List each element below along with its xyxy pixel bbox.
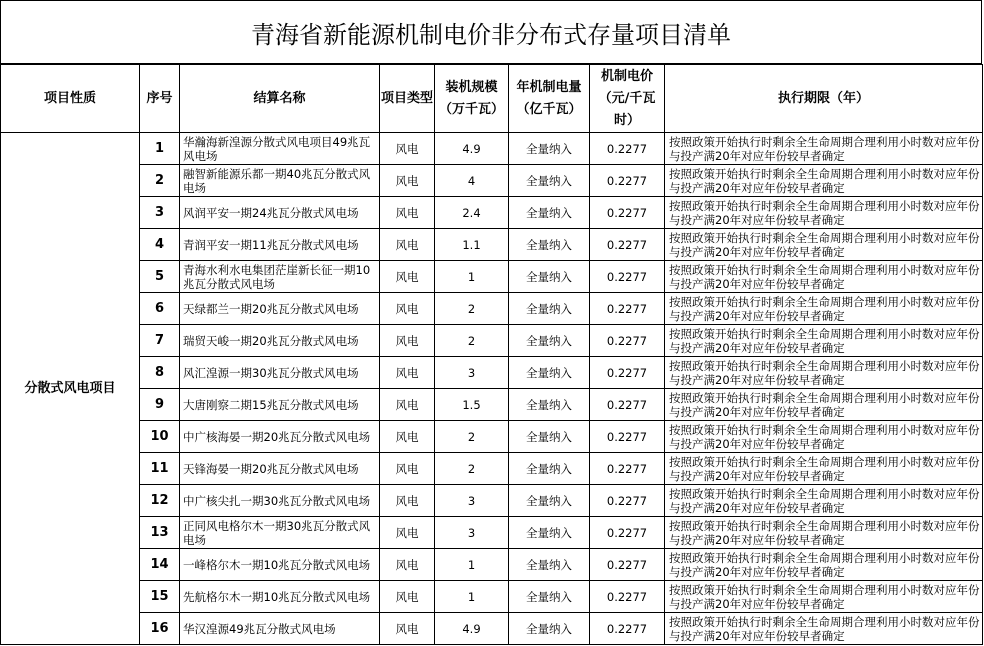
mechanism-price: 0.2277 (590, 197, 665, 229)
execution-period: 按照政策开始执行时剩余全生命周期合理利用小时数对应年份与投产满20年对应年份较早者确定 (665, 357, 983, 389)
row-number: 11 (140, 453, 180, 485)
annual-mechanism-energy: 全量纳入 (509, 549, 590, 581)
annual-mechanism-energy: 全量纳入 (509, 229, 590, 261)
project-type: 风电 (380, 261, 435, 293)
mechanism-price: 0.2277 (590, 165, 665, 197)
table-row (1, 325, 983, 357)
settlement-name: 天绿都兰一期20兆瓦分散式风电场 (180, 293, 380, 325)
project-type: 风电 (380, 389, 435, 421)
mechanism-price: 0.2277 (590, 421, 665, 453)
annual-mechanism-energy: 全量纳入 (509, 613, 590, 645)
mechanism-price: 0.2277 (590, 325, 665, 357)
settlement-name: 风润平安一期24兆瓦分散式风电场 (180, 197, 380, 229)
mechanism-price: 0.2277 (590, 229, 665, 261)
row-number: 14 (140, 549, 180, 581)
table-row (1, 421, 983, 453)
project-nature-cell: 分散式风电项目 (1, 133, 140, 645)
annual-mechanism-energy: 全量纳入 (509, 357, 590, 389)
project-type: 风电 (380, 165, 435, 197)
installed-capacity: 4 (435, 165, 509, 197)
annual-mechanism-energy: 全量纳入 (509, 261, 590, 293)
execution-period: 按照政策开始执行时剩余全生命周期合理利用小时数对应年份与投产满20年对应年份较早者确定 (665, 549, 983, 581)
execution-period: 按照政策开始执行时剩余全生命周期合理利用小时数对应年份与投产满20年对应年份较早者确定 (665, 133, 983, 165)
installed-capacity: 3 (435, 517, 509, 549)
project-type: 风电 (380, 549, 435, 581)
mechanism-price: 0.2277 (590, 133, 665, 165)
header-no: 序号 (140, 65, 180, 133)
row-number: 1 (140, 133, 180, 165)
project-type: 风电 (380, 613, 435, 645)
mechanism-price: 0.2277 (590, 485, 665, 517)
installed-capacity: 1 (435, 261, 509, 293)
installed-capacity: 4.9 (435, 133, 509, 165)
execution-period: 按照政策开始执行时剩余全生命周期合理利用小时数对应年份与投产满20年对应年份较早者确定 (665, 613, 983, 645)
execution-period: 按照政策开始执行时剩余全生命周期合理利用小时数对应年份与投产满20年对应年份较早者确定 (665, 229, 983, 261)
settlement-name: 瑞贸天峻一期20兆瓦分散式风电场 (180, 325, 380, 357)
row-number: 4 (140, 229, 180, 261)
mechanism-price: 0.2277 (590, 549, 665, 581)
project-type: 风电 (380, 421, 435, 453)
header-row (1, 65, 983, 133)
settlement-name: 大唐刚察二期15兆瓦分散式风电场 (180, 389, 380, 421)
project-type: 风电 (380, 197, 435, 229)
execution-period: 按照政策开始执行时剩余全生命周期合理利用小时数对应年份与投产满20年对应年份较早者确定 (665, 325, 983, 357)
row-number: 16 (140, 613, 180, 645)
execution-period: 按照政策开始执行时剩余全生命周期合理利用小时数对应年份与投产满20年对应年份较早者确定 (665, 389, 983, 421)
project-type: 风电 (380, 517, 435, 549)
installed-capacity: 2 (435, 421, 509, 453)
settlement-name: 正同风电格尔木一期30兆瓦分散式风电场 (180, 517, 380, 549)
annual-mechanism-energy: 全量纳入 (509, 453, 590, 485)
row-number: 3 (140, 197, 180, 229)
execution-period: 按照政策开始执行时剩余全生命周期合理利用小时数对应年份与投产满20年对应年份较早者确定 (665, 581, 983, 613)
installed-capacity: 1.5 (435, 389, 509, 421)
mechanism-price: 0.2277 (590, 613, 665, 645)
row-number: 13 (140, 517, 180, 549)
row-number: 6 (140, 293, 180, 325)
mechanism-price: 0.2277 (590, 581, 665, 613)
mechanism-price: 0.2277 (590, 389, 665, 421)
annual-mechanism-energy: 全量纳入 (509, 389, 590, 421)
table-row (1, 549, 983, 581)
execution-period: 按照政策开始执行时剩余全生命周期合理利用小时数对应年份与投产满20年对应年份较早者确定 (665, 517, 983, 549)
mechanism-price: 0.2277 (590, 357, 665, 389)
header-capacity: 装机规模（万千瓦） (435, 65, 509, 133)
table-row (1, 581, 983, 613)
row-number: 5 (140, 261, 180, 293)
installed-capacity: 2 (435, 325, 509, 357)
annual-mechanism-energy: 全量纳入 (509, 325, 590, 357)
execution-period: 按照政策开始执行时剩余全生命周期合理利用小时数对应年份与投产满20年对应年份较早者确定 (665, 421, 983, 453)
annual-mechanism-energy: 全量纳入 (509, 517, 590, 549)
header-price: 机制电价（元/千瓦时） (590, 65, 665, 133)
settlement-name: 一峰格尔木一期10兆瓦分散式风电场 (180, 549, 380, 581)
table-row (1, 517, 983, 549)
project-type: 风电 (380, 453, 435, 485)
header-annual: 年机制电量（亿千瓦） (509, 65, 590, 133)
execution-period: 按照政策开始执行时剩余全生命周期合理利用小时数对应年份与投产满20年对应年份较早者确定 (665, 485, 983, 517)
installed-capacity: 2 (435, 453, 509, 485)
row-number: 9 (140, 389, 180, 421)
table-row (1, 357, 983, 389)
installed-capacity: 1.1 (435, 229, 509, 261)
installed-capacity: 3 (435, 485, 509, 517)
header-type: 项目类型 (380, 65, 435, 133)
settlement-name: 华瀚海新湟源分散式风电项目49兆瓦风电场 (180, 133, 380, 165)
table-header (1, 65, 983, 133)
project-type: 风电 (380, 485, 435, 517)
table-row (1, 485, 983, 517)
mechanism-price: 0.2277 (590, 293, 665, 325)
installed-capacity: 2 (435, 293, 509, 325)
table-row (1, 293, 983, 325)
table-row (1, 165, 983, 197)
annual-mechanism-energy: 全量纳入 (509, 197, 590, 229)
row-number: 10 (140, 421, 180, 453)
row-number: 2 (140, 165, 180, 197)
mechanism-price: 0.2277 (590, 261, 665, 293)
table-row (1, 229, 983, 261)
row-number: 8 (140, 357, 180, 389)
project-type: 风电 (380, 229, 435, 261)
mechanism-price: 0.2277 (590, 517, 665, 549)
project-type: 风电 (380, 581, 435, 613)
settlement-name: 青润平安一期11兆瓦分散式风电场 (180, 229, 380, 261)
installed-capacity: 4.9 (435, 613, 509, 645)
settlement-name: 风汇湟源一期30兆瓦分散式风电场 (180, 357, 380, 389)
installed-capacity: 1 (435, 581, 509, 613)
execution-period: 按照政策开始执行时剩余全生命周期合理利用小时数对应年份与投产满20年对应年份较早者确定 (665, 165, 983, 197)
execution-period: 按照政策开始执行时剩余全生命周期合理利用小时数对应年份与投产满20年对应年份较早者确定 (665, 453, 983, 485)
execution-period: 按照政策开始执行时剩余全生命周期合理利用小时数对应年份与投产满20年对应年份较早者确定 (665, 197, 983, 229)
execution-period: 按照政策开始执行时剩余全生命周期合理利用小时数对应年份与投产满20年对应年份较早者确定 (665, 293, 983, 325)
table-row (1, 197, 983, 229)
project-type: 风电 (380, 133, 435, 165)
row-number: 12 (140, 485, 180, 517)
project-table (0, 64, 983, 645)
installed-capacity: 1 (435, 549, 509, 581)
row-number: 15 (140, 581, 180, 613)
settlement-name: 华汉湟源49兆瓦分散式风电场 (180, 613, 380, 645)
installed-capacity: 3 (435, 357, 509, 389)
annual-mechanism-energy: 全量纳入 (509, 485, 590, 517)
annual-mechanism-energy: 全量纳入 (509, 421, 590, 453)
mechanism-price: 0.2277 (590, 453, 665, 485)
annual-mechanism-energy: 全量纳入 (509, 581, 590, 613)
project-type: 风电 (380, 325, 435, 357)
settlement-name: 天锋海晏一期20兆瓦分散式风电场 (180, 453, 380, 485)
project-type: 风电 (380, 293, 435, 325)
header-name: 结算名称 (180, 65, 380, 133)
row-number: 7 (140, 325, 180, 357)
annual-mechanism-energy: 全量纳入 (509, 293, 590, 325)
settlement-name: 中广核尖扎一期30兆瓦分散式风电场 (180, 485, 380, 517)
table-row (1, 613, 983, 645)
table-row (1, 389, 983, 421)
annual-mechanism-energy: 全量纳入 (509, 165, 590, 197)
table-row (1, 133, 983, 165)
header-period: 执行期限（年） (665, 65, 983, 133)
sheet-title: 青海省新能源机制电价非分布式存量项目清单 (0, 0, 982, 64)
table-body (1, 133, 983, 645)
settlement-name: 融智新能源乐都一期40兆瓦分散式风电场 (180, 165, 380, 197)
header-nature: 项目性质 (1, 65, 140, 133)
installed-capacity: 2.4 (435, 197, 509, 229)
project-type: 风电 (380, 357, 435, 389)
settlement-name: 青海水利水电集团茫崖新长征一期10兆瓦分散式风电场 (180, 261, 380, 293)
annual-mechanism-energy: 全量纳入 (509, 133, 590, 165)
table-row (1, 453, 983, 485)
settlement-name: 中广核海晏一期20兆瓦分散式风电场 (180, 421, 380, 453)
execution-period: 按照政策开始执行时剩余全生命周期合理利用小时数对应年份与投产满20年对应年份较早者确定 (665, 261, 983, 293)
table-row (1, 261, 983, 293)
settlement-name: 先航格尔木一期10兆瓦分散式风电场 (180, 581, 380, 613)
